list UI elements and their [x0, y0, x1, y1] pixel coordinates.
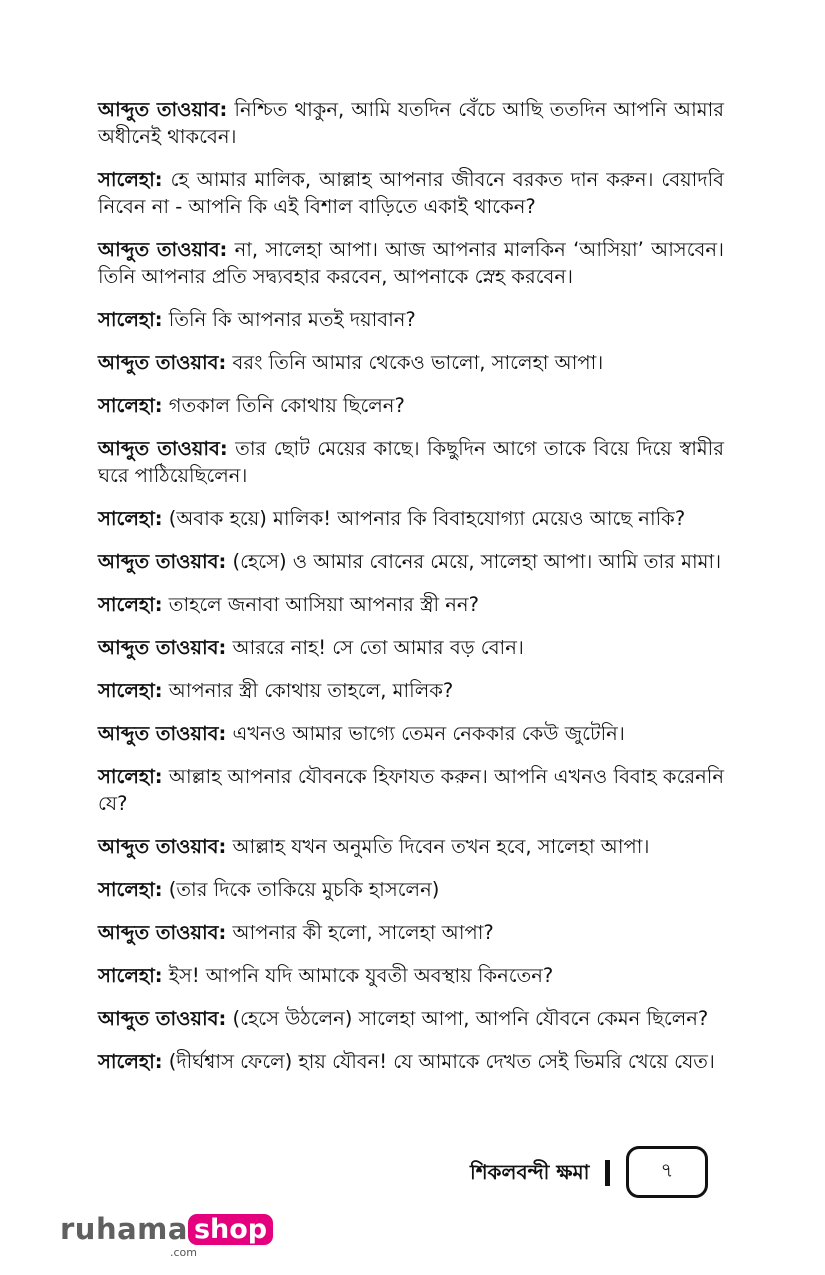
dialogue-text: (তার দিকে তাকিয়ে মুচকি হাসলেন) [162, 878, 440, 901]
dialogue-line [98, 236, 724, 290]
dialogue-line [98, 677, 724, 704]
dialogue-text: ইস! আপনি যদি আমাকে যুবতী অবস্থায় কিনতেন? [162, 964, 554, 987]
speaker-name: সালেহা: [98, 878, 163, 901]
speaker-name: সালেহা: [98, 394, 163, 417]
dialogue-line [98, 591, 724, 618]
dialogue-text: এখনও আমার ভাগ্যে তেমন নেককার কেউ জুটেনি। [226, 722, 625, 745]
speaker-name: সালেহা: [98, 964, 163, 987]
logo-shop: shop [188, 1214, 273, 1245]
dialogue-line [98, 505, 724, 532]
dialogue-line [98, 306, 724, 333]
speaker-name: সালেহা: [98, 507, 163, 530]
dialogue-text: আপনার স্ত্রী কোথায় তাহলে, মালিক? [162, 679, 454, 702]
dialogue-line [98, 962, 724, 989]
dialogue-text: (হেসে) ও আমার বোনের মেয়ে, সালেহা আপা। আমি তার মামা। [226, 550, 722, 573]
dialogue-line [98, 166, 724, 220]
dialogue-line [98, 1048, 724, 1075]
dialogue-text: (অবাক হয়ে) মালিক! আপনার কি বিবাহযোগ্যা মেয়েও আছে নাকি? [162, 507, 686, 530]
speaker-name: আব্দুত তাওয়াব: [98, 636, 227, 659]
dialogue-text: আররে নাহ! সে তো আমার বড় বোন। [226, 636, 524, 659]
dialogue-text: হে আমার মালিক, আল্লাহ আপনার জীবনে বরকত দান করুন। বেয়াদবি নিবেন না - আপনি কি এই বিশাল বাড়িতে একাই থাকেন? [98, 168, 724, 218]
speaker-name: সালেহা: [98, 1050, 163, 1073]
dialogue-text: না, সালেহা আপা। আজ আপনার মালকিন ‘আসিয়া’ আসবেন। তিনি আপনার প্রতি সদ্ব্যবহার করবেন, আপনাকে স্নেহ করবেন। [98, 238, 724, 288]
dialogue-line [98, 349, 724, 376]
speaker-name: আব্দুত তাওয়াব: [98, 98, 228, 121]
logo-brand: ruhama [60, 1212, 188, 1246]
dialogue-text: নিশ্চিত থাকুন, আমি যতদিন বেঁচে আছি ততদিন আপনি আমার অধীনেই থাকবেন। [98, 98, 724, 148]
dialogue-line [98, 392, 724, 419]
dialogue-text: তার ছোট মেয়ের কাছে। কিছুদিন আগে তাকে বিয়ে দিয়ে স্বামীর ঘরে পাঠিয়েছিলেন। [98, 437, 724, 487]
speaker-name: সালেহা: [98, 679, 163, 702]
speaker-name: আব্দুত তাওয়াব: [98, 238, 228, 261]
dialogue-text: তিনি কি আপনার মতই দয়াবান? [162, 308, 416, 331]
dialogue-line [98, 763, 724, 817]
dialogue-text: (হেসে উঠলেন) সালেহা আপা, আপনি যৌবনে কেমন ছিলেন? [226, 1007, 709, 1030]
dialogue-text: আপনার কী হলো, সালেহা আপা? [226, 921, 494, 944]
dialogue-text: গতকাল তিনি কোথায় ছিলেন? [162, 394, 405, 417]
watermark-logo [60, 1212, 273, 1262]
speaker-name: আব্দুত তাওয়াব: [98, 921, 227, 944]
logo-domain: .com [170, 1246, 197, 1259]
speaker-name: সালেহা: [98, 765, 163, 788]
dialogue-text: আল্লাহ যখন অনুমতি দিবেন তখন হবে, সালেহা আপা। [226, 835, 650, 858]
speaker-name: আব্দুত তাওয়াব: [98, 550, 227, 573]
dialogue-text: আল্লাহ আপনার যৌবনকে হিফাযত করুন। আপনি এখনও বিবাহ করেননি যে? [98, 765, 724, 815]
dialogue-line [98, 1005, 724, 1032]
dialogue-line [98, 876, 724, 903]
dialogue-text: বরং তিনি আমার থেকেও ভালো, সালেহা আপা। [226, 351, 604, 374]
speaker-name: সালেহা: [98, 308, 163, 331]
dialogue-line [98, 435, 724, 489]
dialogue-line [98, 919, 724, 946]
speaker-name: আব্দুত তাওয়াব: [98, 1007, 227, 1030]
book-title: শিকলবন্দী ক্ষমা [470, 1160, 590, 1184]
speaker-name: আব্দুত তাওয়াব: [98, 722, 227, 745]
speaker-name: আব্দুত তাওয়াব: [98, 351, 227, 374]
dialogue-line [98, 548, 724, 575]
page-number [626, 1146, 708, 1198]
page-number-label: ৭ [660, 1157, 674, 1182]
dialogue-line [98, 833, 724, 860]
dialogue-text: তাহলে জনাবা আসিয়া আপনার স্ত্রী নন? [162, 593, 479, 616]
footer-divider [605, 1160, 610, 1186]
dialogue-line [98, 634, 724, 661]
speaker-name: সালেহা: [98, 593, 163, 616]
speaker-name: আব্দুত তাওয়াব: [98, 835, 227, 858]
dialogue-body [98, 96, 724, 1091]
dialogue-line [98, 96, 724, 150]
dialogue-line [98, 720, 724, 747]
speaker-name: সালেহা: [98, 168, 163, 191]
speaker-name: আব্দুত তাওয়াব: [98, 437, 228, 460]
dialogue-text: (দীর্ঘশ্বাস ফেলে) হায় যৌবন! যে আমাকে দেখত সেই ভিমরি খেয়ে যেত। [162, 1050, 715, 1073]
